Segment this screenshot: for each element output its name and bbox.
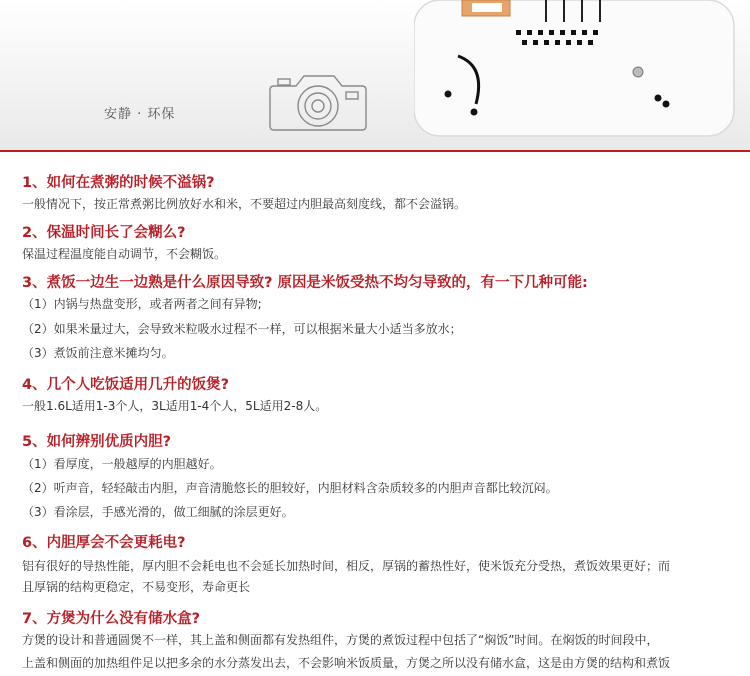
faq-question: 4、几个人吃饭适用几升的饭煲? <box>22 377 229 393</box>
rice-cooker-image <box>414 0 750 150</box>
faq-question: 2、保温时间长了会糊么? <box>22 225 186 241</box>
faq-answer: （1）看厚度，一般越厚的内胆越好。 <box>22 457 222 471</box>
faq-question: 7、方煲为什么没有储水盒? <box>22 611 200 627</box>
faq-answer: （2）如果米量过大，会导致米粒吸水过程不一样，可以根据米量大小适当多放水； <box>22 322 462 336</box>
faq-answer: 一般情况下，按正常煮粥比例放好水和米，不要超过内胆最高刻度线，都不会溢锅。 <box>22 197 467 211</box>
faq-answer: （2）听声音，轻轻敲击内胆，声音清脆悠长的胆较好，内胆材料含杂质较多的内胆声音都比较沉闷。 <box>22 481 558 495</box>
product-banner <box>0 0 750 150</box>
faq-question: 6、内胆厚会不会更耗电? <box>22 535 186 551</box>
banner-tagline: 安静 · 环保 <box>104 107 176 122</box>
faq-question: 1、如何在煮粥的时候不溢锅? <box>22 175 215 191</box>
section-divider <box>0 150 750 152</box>
faq-answer: 保温过程温度能自动调节，不会糊饭。 <box>22 247 227 261</box>
faq-answer: 一般1.6L适用1-3个人，3L适用1-4个人，5L适用2-8人。 <box>22 399 328 413</box>
faq-answer: （3）看涂层，手感光滑的，做工细腻的涂层更好。 <box>22 505 294 519</box>
faq-question: 3、煮饭一边生一边熟是什么原因导致? 原因是米饭受热不均匀导致的，有一下几种可能: <box>22 275 588 291</box>
faq-answer: 且厚锅的结构更稳定，不易变形，寿命更长 <box>22 580 251 594</box>
faq-answer: （3）煮饭前注意米摊均匀。 <box>22 346 174 360</box>
faq-answer: （1）内锅与热盘变形，或者两者之间有异物; <box>22 297 262 311</box>
camera-sketch-icon <box>262 64 372 134</box>
faq-answer: 上盖和侧面的加热组件足以把多余的水分蒸发出去，不会影响米饭质量，方煲之所以没有储水盒，这是由方煲的结构和煮饭 <box>22 656 671 670</box>
faq-answer: 铝有很好的导热性能，厚内胆不会耗电也不会延长加热时间，相反，厚锅的蓄热性好，使米饭充分受热，煮饭效果更好；而 <box>22 559 671 573</box>
faq-answer: 方煲的设计和普通圆煲不一样，其上盖和侧面都有发热组件，方煲的煮饭过程中包括了“焖饭”时间。在焖饭的时间段中， <box>22 633 659 647</box>
faq-question: 5、如何辨别优质内胆? <box>22 434 171 450</box>
